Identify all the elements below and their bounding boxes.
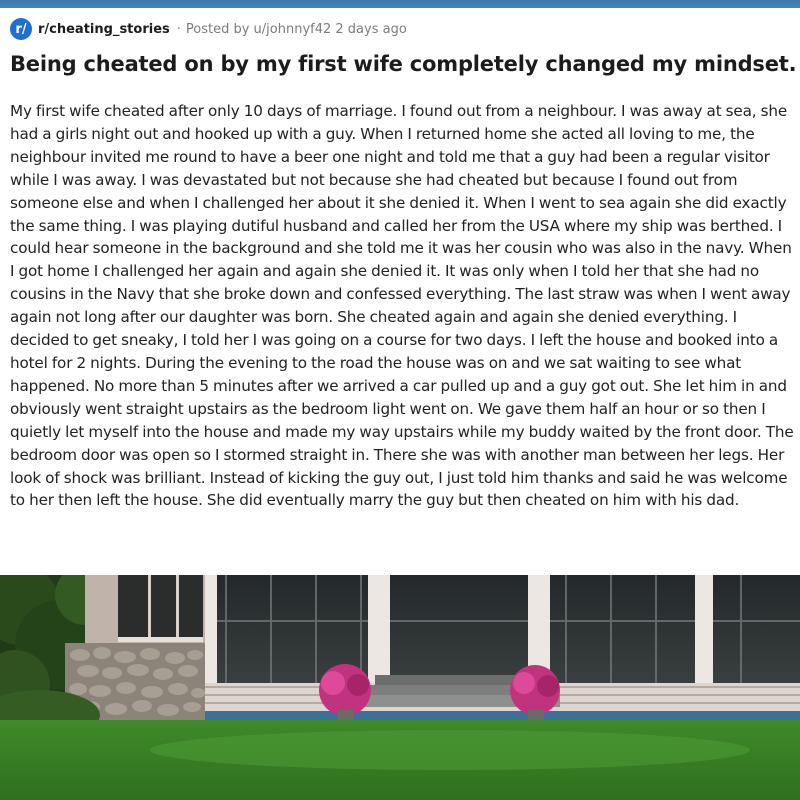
post-meta-row xyxy=(10,18,407,40)
subreddit-icon[interactable]: r/ xyxy=(10,18,32,40)
house-photo-illustration xyxy=(0,575,800,800)
meta-separator: · xyxy=(176,21,181,37)
top-background-strip xyxy=(0,0,800,8)
post-body: My first wife cheated after only 10 days of marriage. I found out from a neighbour. I was away at sea, she had a girls night out and hooked up with a guy. When I returned home she acted all loving to me, the neighbour invited me round to have a beer one night and told me that a guy had been a regular visitor while I was away. I was devastated but not because she had cheated but because I found out from someone else and when I challenged her about it she denied it. When I went to sea again she did exactly the same thing. I was playing dutiful husband and called her from the USA where my ship was berthed. I could hear someone in the background and she told me it was her cousin who was also in the navy. When I got home I challenged her again and again she denied it. It was only when I told her that she had no cousins in the Navy that she broke down and confessed everything. The last straw was when I went away again not long after our daughter was born. She cheated again and again she denied everything. I decided to get sneaky, I told her I was going on a course for two days. I left the house and booked into a hotel for 2 nights. During the evening to the road the house was on and we sat waiting to see what happened. No more than 5 minutes after we arrived a car pulled up and a guy got out. She let him in and obviously went straight upstairs as the bedroom light went on. We gave them half an hour or so then I quietly let myself into the house and made my way upstairs while my buddy waited by the front door. The bedroom door was open so I stormed straight in. There she was with another man between her legs. Her look of shock was brilliant. Instead of kicking the guy out, I just told him thanks and said he was welcome to her then left the house. She did eventually marry the guy but then cheated on him with his dad. xyxy=(10,102,794,510)
post-title[interactable]: Being cheated on by my first wife completely changed my mindset. xyxy=(10,52,797,76)
subreddit-link[interactable]: r/cheating_stories xyxy=(38,21,170,37)
posted-by-text: Posted by u/johnnyf42 2 days ago xyxy=(185,21,407,37)
post-info xyxy=(172,22,407,37)
reddit-post-card xyxy=(0,8,800,575)
house-photo xyxy=(0,575,800,800)
